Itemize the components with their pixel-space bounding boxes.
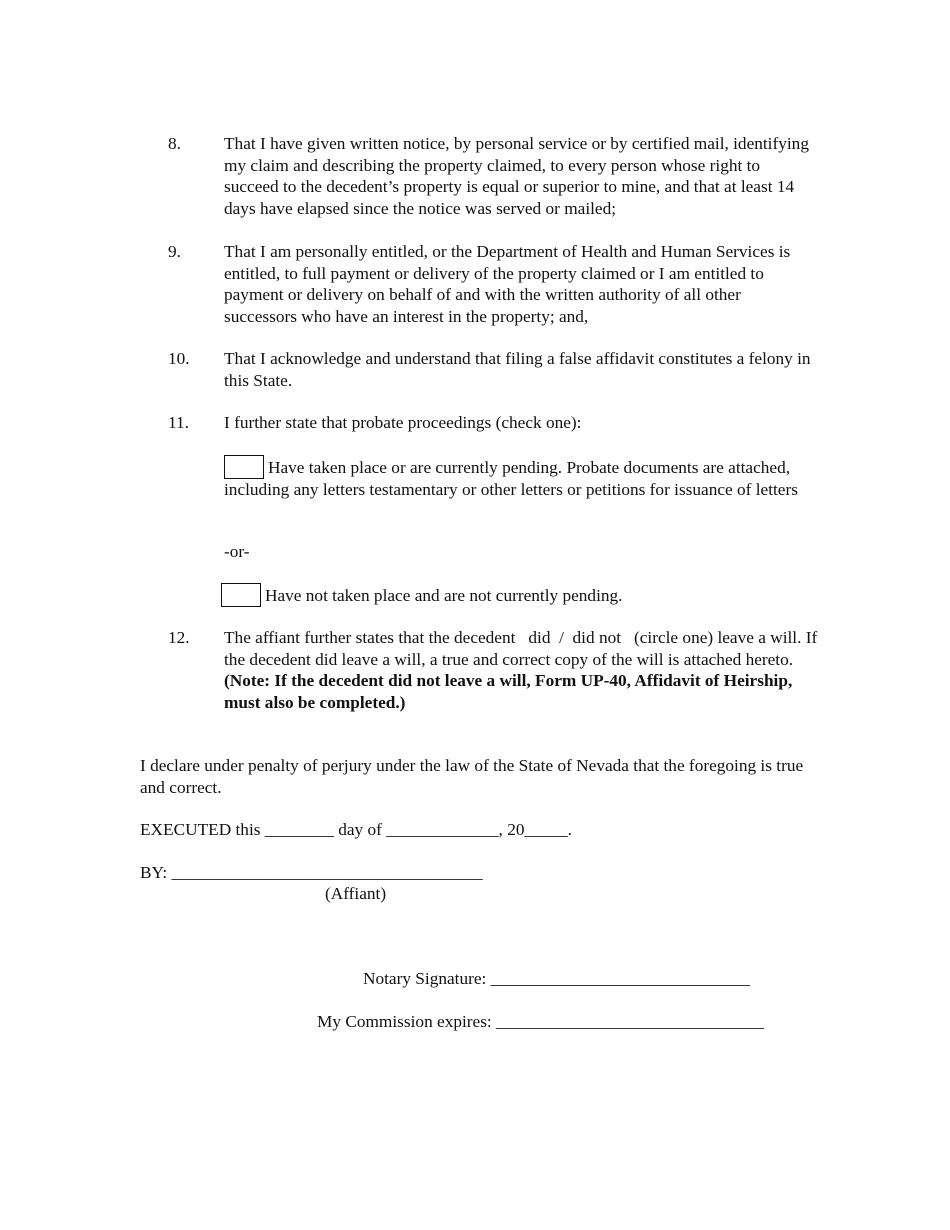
item-number: 10. <box>168 349 190 368</box>
will-note: (Note: If the decedent did not leave a will, Form UP-40, Affidavit of Heirship, must also be completed.) <box>224 671 797 712</box>
probate-option-pending <box>224 455 814 501</box>
item-text <box>224 627 822 713</box>
item-number: 11. <box>168 413 189 432</box>
notary-signature-line: Notary Signature: ______________________________ <box>363 969 750 988</box>
item-number: 8. <box>168 134 181 153</box>
commission-expires-line: My Commission expires: _______________________________ <box>317 1012 764 1031</box>
will-statement: The affiant further states that the decedent did / did not (circle one) leave a will. If the decedent did leave a will, a true and correct copy of the will is attached hereto. <box>224 628 822 669</box>
affiant-label: (Affiant) <box>325 884 387 903</box>
option-pending-label: Have taken place or are currently pending. Probate documents are attached, including any letters testamentary or other letters or petitions for issuance of letters <box>224 458 798 499</box>
executed-line: EXECUTED this ________ day of _____________, 20_____. <box>140 820 573 839</box>
or-separator: -or- <box>224 542 250 561</box>
option-not-pending-label: Have not taken place and are not currently pending. <box>265 586 623 605</box>
item-text: That I have given written notice, by personal service or by certified mail, identifying my claim and describing the property claimed, to every person whose right to succeed to the decedent’s property is equal or superior to mine, and that at least 14 days have elapsed since the notice was served or mailed; <box>224 134 809 218</box>
item-text: I further state that probate proceedings (check one): <box>224 413 582 432</box>
item-number: 9. <box>168 242 181 261</box>
checkbox-not-pending[interactable] <box>221 583 261 607</box>
item-number: 12. <box>168 628 190 647</box>
probate-option-not-pending <box>221 583 811 607</box>
checkbox-pending[interactable] <box>224 455 264 479</box>
declaration-text: I declare under penalty of perjury under the law of the State of Nevada that the foregoing is true and correct. <box>140 756 804 797</box>
item-text: That I acknowledge and understand that filing a false affidavit constitutes a felony in this State. <box>224 349 811 390</box>
item-text: That I am personally entitled, or the Department of Health and Human Services is entitled, to full payment or delivery of the property claimed or I am entitled to payment or delivery on behalf of and with the written authority of all other successors who have an interest in the property; and, <box>224 242 791 326</box>
affiant-signature-line: BY: ____________________________________ <box>140 863 483 882</box>
